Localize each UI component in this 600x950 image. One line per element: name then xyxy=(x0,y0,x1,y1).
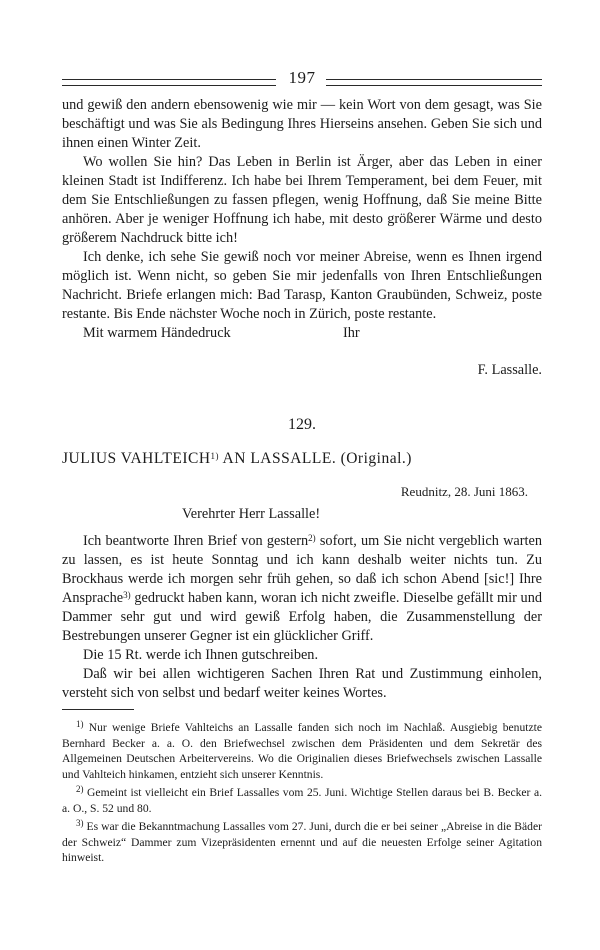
footnote-text: Es war die Bekanntmachung Lassalles vom 27. Juni, durch die er bei seiner „Abreise in die Bäder der Schweiz“ Dammer zum Vizepräsidenten ernennt und auf die neuesten Erfolge seiner Agitation hinweist. xyxy=(62,820,542,864)
footnotes xyxy=(62,720,542,866)
paragraph: Die 15 Rt. werde ich Ihnen gutschreiben. xyxy=(83,647,319,663)
paragraph: Daß wir bei allen wichtigeren Sachen Ihren Rat und Zustimmung einholen, versteht sich von selbst und bedarf weiter keines Wortes. xyxy=(62,666,542,701)
closing-greeting: Mit warmem Händedruck xyxy=(83,325,231,341)
paragraph: und gewiß den andern ebensowenig wie mir — kein Wort von dem gesagt, was Sie beschäftigt und was Sie als Bedingung Ihres Hierseins ansehen. Geben Sie sich und ihnen einen Winter Zeit. xyxy=(62,97,542,151)
running-header xyxy=(62,66,542,96)
letter-number: 129. xyxy=(288,416,316,433)
text-run: sofort, um Sie nicht vergeblich warten zu lassen, es ist heute Sonntag und ich kann deshalb weiter nichts tun. Zu Brockhaus werde ich morgen sehr früh gehen, so daß ich schon Abend [sic!] Ihre Ansprache xyxy=(62,533,542,606)
text-run: gedruckt haben kann, woran ich nicht zweifle. Dieselbe gefällt mir und Dammer sehr gut und wird gewiß Erfolg haben, die Zusammenstellung der Bestrebungen unserer Gegner ist ein glücklicher Griff. xyxy=(62,590,542,644)
footnote xyxy=(62,819,542,866)
text-run: Ich beantworte Ihren Brief von gestern xyxy=(83,533,309,549)
paragraph: Ich denke, ich sehe Sie gewiß noch vor meiner Abreise, wenn es Ihnen irgend möglich ist. Wenn nicht, so geben Sie mir jedenfalls von Ihren Entschließungen Nachricht. Briefe erlangen mich: Bad Tarasp, Kanton Graubünden, Schweiz, poste restante. Bis Ende nächster Woche noch in Zürich, poste restante. xyxy=(62,249,542,322)
letter-129-body xyxy=(62,532,542,703)
letter-title xyxy=(62,449,542,469)
letter-128-continuation xyxy=(62,96,542,380)
header-rule-left xyxy=(62,79,276,86)
footnote-text: Nur wenige Briefe Vahlteichs an Lassalle fanden sich noch im Nachlaß. Ausgiebig benutzte Bernhard Becker a. a. O. den Briefwechsel zwischen dem Präsidenten und dem Sekretär des Allgemeinen Deutschen Arbeitervereins. Wo die Originalien dieses Briefwechsels zwischen Lassalle und Vahlteich hinkamen, entzieht sich unserer Kenntnis. xyxy=(62,721,542,781)
place-date: Reudnitz, 28. Juni 1863. xyxy=(400,484,528,499)
letter-title-rest: AN LASSALLE. (Original.) xyxy=(219,450,412,467)
signature: F. Lassalle. xyxy=(477,362,542,378)
page-number: 197 xyxy=(288,68,316,87)
paragraph xyxy=(62,532,542,646)
closing-line xyxy=(62,324,542,343)
paragraph: Wo wollen Sie hin? Das Leben in Berlin ist Ärger, aber das Leben in einer kleinen Stadt ist Indifferenz. Ich habe bei Ihrem Temperament, bei dem Feuer, mit dem Sie Entschließungen zu fassen pflegen, wenig Hoffnung, daß Sie meine Bitte anhören. Aber je weniger Hoffnung ich habe, mit desto größerer Wärme und desto größerem Nachdruck bitte ich! xyxy=(62,154,542,246)
footnote-ref: 1) xyxy=(210,451,220,461)
footnote xyxy=(62,785,542,816)
salutation: Verehrter Herr Lassalle! xyxy=(182,506,321,522)
book-page xyxy=(62,66,542,869)
footnote xyxy=(62,720,542,782)
footnote-rule xyxy=(62,709,134,710)
footnote-ref: 2) xyxy=(308,533,316,543)
letter-title-name: JULIUS VAHLTEICH xyxy=(62,450,211,467)
footnote-text: Gemeint ist vielleicht ein Brief Lassalles vom 25. Juni. Wichtige Stellen daraus bei B. Becker a. a. O., S. 52 und 80. xyxy=(62,786,542,815)
header-rule-right xyxy=(326,79,542,86)
closing-ihr: Ihr xyxy=(343,325,360,341)
footnote-mark: 3) xyxy=(76,818,84,828)
footnote-mark: 1) xyxy=(76,719,84,729)
footnote-mark: 2) xyxy=(76,784,84,794)
footnote-ref: 3) xyxy=(123,590,131,600)
